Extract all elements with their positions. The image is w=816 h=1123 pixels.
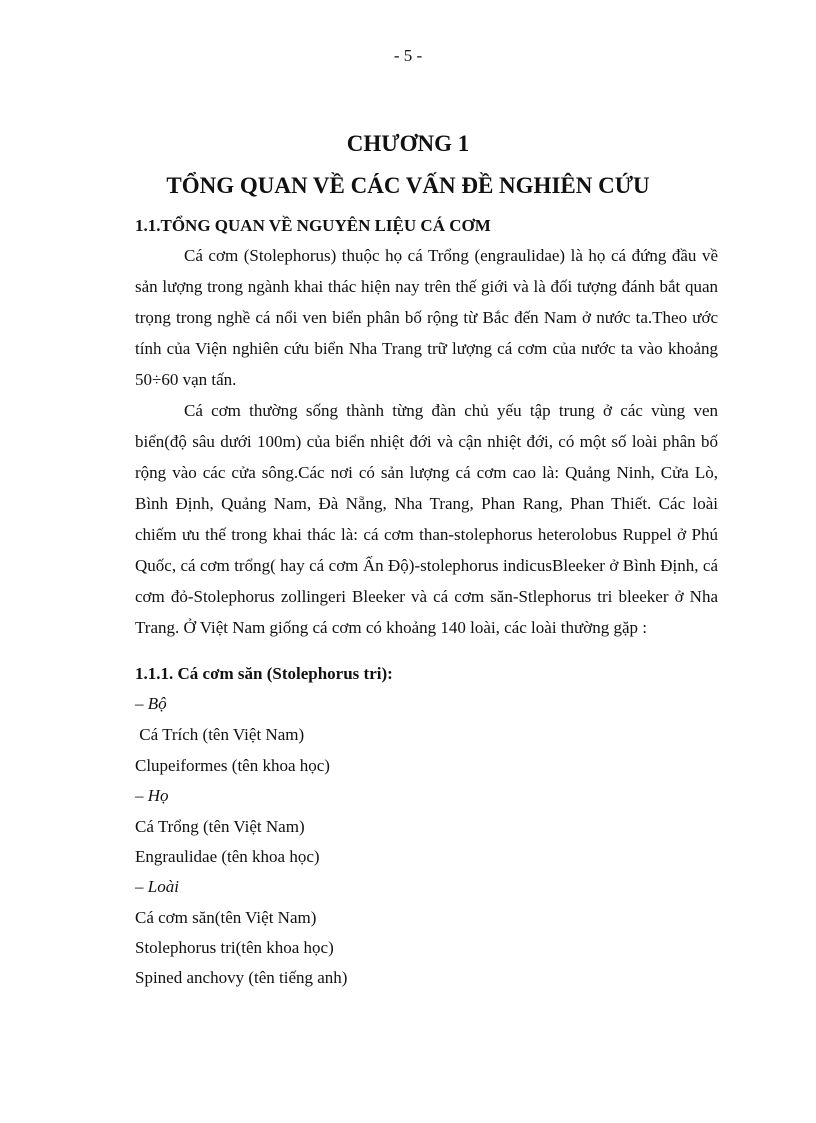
family-scientific-name: Engraulidae (tên khoa học) xyxy=(135,847,320,866)
paragraph-intro: Cá cơm (Stolephorus) thuộc họ cá Trổng (engraulidae) là họ cá đứng đầu về sản lượng trong ngành khai thác hiện nay trên thế giới và là đối tượng đánh bắt quan trọng trong nghề cá nổi ven biển phân bố rộng từ Bắc đến Nam ở nước ta.Theo ước tính của Viện nghiên cứu biển Nha Trang trữ lượng cá cơm của nước ta vào khoảng 50÷60 vạn tấn. xyxy=(135,246,718,389)
species-english-name: Spined anchovy (tên tiếng anh) xyxy=(135,968,348,987)
species-label: – Loài xyxy=(135,877,179,896)
family-label: – Họ xyxy=(135,786,169,805)
order-vietnamese-name: Cá Trích (tên Việt Nam) xyxy=(135,725,305,744)
subsection-heading: 1.1.1. Cá cơm săn (Stolephorus tri): xyxy=(135,664,393,683)
family-vietnamese-name: Cá Trổng (tên Việt Nam) xyxy=(135,817,305,836)
paragraph-distribution: Cá cơm thường sống thành từng đàn chủ yếu tập trung ở các vùng ven biển(độ sâu dưới 100m) của biển nhiệt đới và cận nhiệt đới, có một số loài phân bố rộng vào các cửa sông.Các nơi có sản lượng cá cơm cao là: Quảng Ninh, Cửa Lò, Bình Định, Quảng Nam, Đà Nẵng, Nha Trang, Phan Rang, Phan Thiết. Các loài chiếm ưu thế trong khai thác là: cá cơm than-stolephorus heterolobus Ruppel ở Phú Quốc, cá cơm trổng( hay cá cơm Ấn Độ)-stolephorus indicusBleeker ở Bình Định, cá cơm đỏ-Stolephorus zollingeri Bleeker và cá cơm săn-Stlephorus tri bleeker ở Nha Trang. Ở Việt Nam giống cá cơm có khoảng 140 loài, các loài thường gặp : xyxy=(135,401,718,637)
section-heading: 1.1.TỔNG QUAN VỀ NGUYÊN LIỆU CÁ CƠM xyxy=(135,216,491,235)
species-vietnamese-name: Cá cơm săn(tên Việt Nam) xyxy=(135,908,317,927)
chapter-number: CHƯƠNG 1 xyxy=(346,131,470,156)
order-scientific-name: Clupeiformes (tên khoa học) xyxy=(135,756,330,775)
chapter-title: TỔNG QUAN VỀ CÁC VẤN ĐỀ NGHIÊN CỨU xyxy=(166,173,650,198)
page-number: - 5 - xyxy=(393,46,423,65)
order-label: – Bộ xyxy=(135,694,167,713)
species-scientific-name: Stolephorus tri(tên khoa học) xyxy=(135,938,334,957)
